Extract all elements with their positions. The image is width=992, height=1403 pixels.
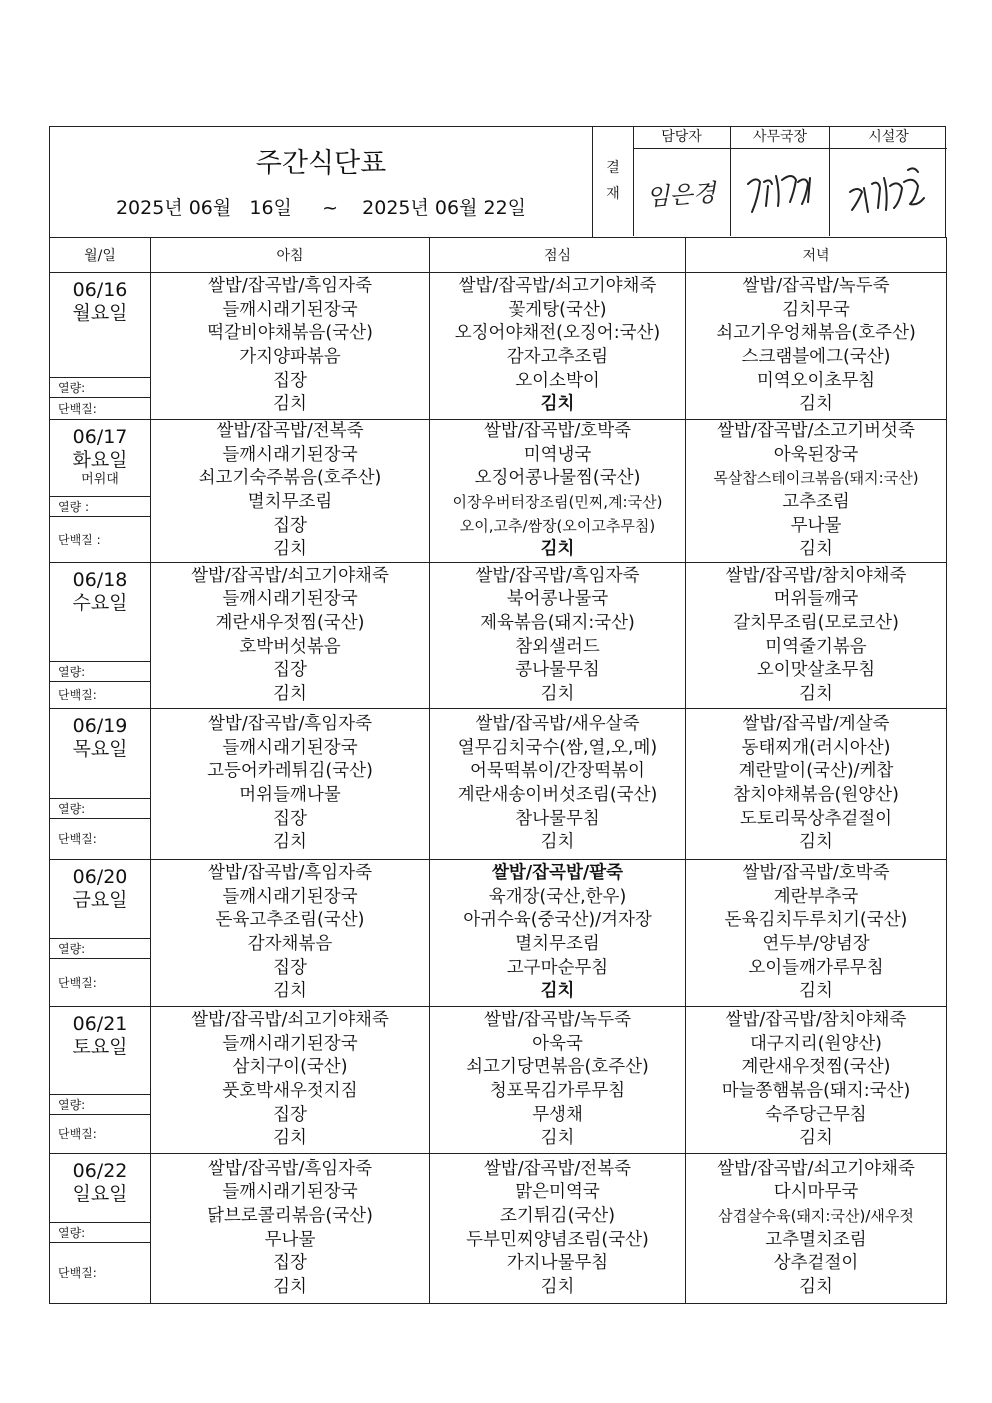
protein-label: 단백질: [50,958,150,1007]
day-cell [50,420,151,563]
calories-label: 열량 : [50,496,150,517]
menu-item: 도토리묵상추겉절이 [739,808,893,829]
menu-item: 쌀밥/잡곡밥/참치야채죽 [725,1010,907,1031]
day-date: 06/18 [72,569,128,591]
calories-label: 열량: [50,1222,150,1243]
menu-item: 육개장(국산,한우) [488,886,627,907]
menu-item: 머위들깨나물 [239,785,341,805]
menu-item: 쌀밥/잡곡밥/참치야채죽 [725,565,907,586]
menu-item: 오이들깨가루무침 [748,957,884,978]
menu-item: 김치 [540,539,575,560]
menu-item: 김치무국 [782,299,850,320]
menu-item: 고등어카레튀김(국산) [207,761,373,782]
menu-item: 들깨시래기된장국 [222,737,358,758]
menu-item: 쌀밥/잡곡밥/쇠고기야채죽 [717,1158,915,1179]
menu-item: 꽃게탕(국산) [508,299,607,320]
day-note: 머위대 [81,472,119,487]
meal-cell-breakfast [151,563,430,709]
menu-item: 계란부추국 [773,886,859,907]
menu-item: 쌀밥/잡곡밥/게살죽 [742,714,890,735]
protein-label: 단백질: [50,1242,150,1304]
meal-cell-lunch [430,709,686,860]
menu-item: 계란새우젓찜(국산) [215,612,365,633]
approver-director [731,126,830,236]
menu-item: 오이,고추/쌈장(오이고추무침) [459,516,656,535]
table-row [50,1007,947,1154]
meal-cell-breakfast [151,860,430,1007]
weekly-menu-table [49,237,947,1304]
menu-item: 맑은미역국 [515,1182,600,1203]
menu-item: 집장 [273,957,307,978]
day-of-week: 화요일 [72,449,128,471]
day-cell-inner [50,1154,150,1303]
menu-item: 쌀밥/잡곡밥/쇠고기야채죽 [191,1010,389,1031]
menu-item: 김치 [273,394,307,415]
menu-item: 김치 [799,539,833,560]
approval-label-char: 결 [606,160,620,176]
meal-cell-lunch [430,420,686,563]
day-cell-inner [50,563,150,708]
day-date: 06/19 [72,715,128,737]
menu-item: 들깨시래기된장국 [222,1033,358,1054]
menu-item: 쌀밥/잡곡밥/흑임자죽 [208,863,372,884]
meal-cell-dinner [686,860,947,1007]
menu-item: 집장 [273,808,307,829]
day-cell [50,709,151,860]
menu-item: 오징어콩나물찜(국산) [474,468,641,489]
protein-label: 단백질: [50,397,150,420]
handwritten-signature-icon [642,167,722,217]
protein-label: 단백질: [50,1114,150,1154]
menu-item: 무나물 [790,515,842,536]
menu-item: 쌀밥/잡곡밥/팥죽 [491,863,624,884]
menu-item: 집장 [273,515,307,536]
menu-item: 쌀밥/잡곡밥/흑임자죽 [475,565,640,586]
menu-item: 콩나물무침 [515,660,600,681]
protein-label: 단백질: [50,681,150,709]
day-of-week: 수요일 [72,592,128,614]
menu-item: 감자고추조림 [506,347,609,367]
table-row [50,273,947,420]
menu-item: 목살찹스테이크볶음(돼지:국산) [713,469,919,488]
document-header [49,126,946,237]
menu-item: 숙주당근무침 [765,1104,867,1125]
menu-item: 쌀밥/잡곡밥/전복죽 [216,421,364,442]
approver-staff [633,126,731,236]
menu-item: 상추겉절이 [773,1253,859,1274]
meal-cell-dinner [686,1154,947,1304]
menu-item: 집장 [273,370,307,391]
day-of-week: 금요일 [72,889,128,911]
menu-item: 들깨시래기된장국 [222,444,358,465]
menu-item: 고추멸치조림 [765,1229,867,1250]
table-row [50,860,947,1007]
day-date: 06/16 [72,279,128,301]
column-header-breakfast: 아침 [151,238,430,273]
menu-document [49,126,946,1304]
menu-item: 김치 [799,394,833,415]
menu-item: 들깨시래기된장국 [222,589,358,610]
menu-item: 미역오이초무침 [756,370,876,391]
date-range: 2025년 06월 16일 ~ 2025년 06월 22일 [115,197,527,219]
menu-item: 김치 [540,1128,575,1149]
day-cell-inner [50,709,150,859]
approver-role: 사무국장 [731,126,829,149]
menu-item: 연두부/양념장 [762,934,870,954]
menu-item: 쌀밥/잡곡밥/흑임자죽 [208,276,372,297]
menu-item: 김치 [273,981,307,1002]
day-of-week: 목요일 [72,738,128,760]
column-header-dinner: 저녁 [686,238,947,273]
meal-cell-breakfast [151,1007,430,1154]
day-of-week: 일요일 [72,1183,128,1205]
day-of-week: 토요일 [72,1036,128,1058]
menu-item: 조기튀김(국산) [499,1205,616,1226]
menu-item: 쌀밥/잡곡밥/호박죽 [483,421,632,442]
menu-item: 김치 [799,683,833,704]
meal-cell-breakfast [151,709,430,860]
menu-item: 삼겹살수육(돼지:국산)/새우젓 [718,1206,914,1225]
day-cell-inner [50,273,150,419]
menu-item: 계란말이(국산)/케찹 [738,761,894,782]
menu-item: 이장우버터장조림(민찌,계:국산) [452,493,663,511]
handwritten-signature-icon [844,162,934,222]
menu-item: 김치 [540,683,575,704]
day-cell [50,563,151,709]
menu-item: 멸치무조림 [247,492,333,512]
menu-item: 동태찌개(러시아산) [741,737,891,758]
calories-label: 열량: [50,798,150,819]
menu-item: 집장 [273,660,307,681]
menu-item: 김치 [273,539,307,560]
menu-item: 들깨시래기된장국 [222,1182,358,1203]
menu-item: 미역줄기볶음 [765,636,867,657]
menu-item: 삼치구이(국산) [232,1057,348,1078]
menu-item: 쇠고기당면볶음(호주산) [466,1057,649,1078]
menu-item: 김치 [540,394,575,415]
meal-cell-dinner [686,420,947,563]
protein-label: 단백질 : [50,516,150,563]
signature-director [731,149,829,235]
day-date: 06/20 [72,866,128,888]
menu-item: 떡갈비야채볶음(국산) [207,323,373,344]
menu-item: 대구지리(원양산) [750,1033,882,1054]
protein-label: 단백질: [50,818,150,860]
page-title: 주간식단표 [255,148,387,179]
menu-item: 들깨시래기된장국 [222,886,358,907]
day-date: 06/17 [72,426,128,448]
day-cell-inner [50,1007,150,1153]
menu-item: 닭브로콜리볶음(국산) [207,1205,373,1226]
menu-item: 오이소박이 [515,370,600,391]
menu-item: 계란새우젓찜(국산) [741,1057,891,1078]
menu-item: 가지나물무침 [506,1253,609,1274]
menu-item: 쌀밥/잡곡밥/녹두죽 [742,276,890,297]
menu-item: 북어콩나물국 [506,589,609,610]
menu-item: 오이맛살초무침 [756,660,876,681]
menu-item: 김치 [540,832,575,853]
approval-label-char: 재 [606,186,620,202]
menu-item: 청포묵김가루무침 [489,1081,626,1101]
meal-cell-dinner [686,273,947,420]
calories-label: 열량: [50,938,150,959]
menu-item: 고구마순무침 [506,957,609,978]
menu-item: 집장 [273,1253,307,1274]
menu-item: 돈육고추조림(국산) [215,910,365,931]
approver-head [830,126,947,236]
meal-cell-lunch [430,1007,686,1154]
meal-cell-lunch [430,273,686,420]
menu-item: 김치 [799,981,833,1002]
menu-item: 스크램블에그(국산) [741,347,891,367]
calories-label: 열량: [50,377,150,398]
day-of-week: 월요일 [72,302,128,324]
menu-item: 마늘쫑햄볶음(돼지:국산) [721,1081,911,1101]
menu-item: 다시마무국 [773,1182,859,1203]
day-cell-inner [50,860,150,1006]
menu-item: 미역냉국 [523,444,592,465]
menu-item: 김치 [799,1128,833,1149]
menu-item: 감자채볶음 [247,934,333,954]
day-cell [50,860,151,1007]
menu-item: 김치 [273,683,307,704]
table-row [50,709,947,860]
day-date: 06/21 [72,1013,128,1035]
menu-item: 쌀밥/잡곡밥/흑임자죽 [208,714,372,735]
menu-item: 쌀밥/잡곡밥/쇠고기야채죽 [191,565,389,586]
table-row [50,563,947,709]
menu-item: 가지양파볶음 [239,347,341,367]
svg-text:임은경: 임은경 [644,178,717,212]
signature-head [830,149,947,235]
menu-item: 제육볶음(돼지:국산) [480,612,635,633]
menu-item: 김치 [540,981,575,1002]
menu-item: 쌀밥/잡곡밥/호박죽 [742,863,890,884]
menu-item: 갈치무조림(모로코산) [733,612,899,633]
menu-item: 무나물 [264,1229,316,1250]
day-date: 06/22 [72,1160,128,1182]
menu-item: 김치 [273,832,307,853]
meal-cell-lunch [430,860,686,1007]
day-cell [50,1154,151,1304]
approval-box [592,126,947,237]
menu-item: 쌀밥/잡곡밥/소고기버섯죽 [717,421,915,442]
approval-label [593,126,634,236]
menu-item: 집장 [273,1104,307,1125]
menu-item: 쇠고기숙주볶음(호주산) [198,468,382,489]
menu-item: 참치야채볶음(원양산) [733,785,899,805]
menu-item: 김치 [273,1128,307,1149]
menu-item: 참나물무침 [515,808,600,829]
menu-item: 쌀밥/잡곡밥/흑임자죽 [208,1158,372,1179]
meal-cell-breakfast [151,273,430,420]
menu-item: 머위들깨국 [773,589,859,610]
menu-item: 김치 [799,1276,833,1297]
meal-cell-lunch [430,563,686,709]
menu-item: 아욱된장국 [773,444,859,465]
menu-item: 어묵떡볶이/간장떡볶이 [470,761,645,782]
menu-item: 호박버섯볶음 [239,636,341,657]
meal-cell-dinner [686,563,947,709]
menu-item: 돈육김치두루치기(국산) [724,910,908,931]
menu-item: 고추조림 [782,492,850,512]
menu-item: 김치 [799,832,833,853]
menu-item: 열무김치국수(쌈,열,오,메) [457,737,658,758]
menu-item: 두부민찌양념조림(국산) [466,1229,649,1250]
day-cell [50,273,151,420]
menu-item: 풋호박새우젓지짐 [222,1081,358,1101]
table-row [50,420,947,563]
column-header-lunch: 점심 [430,238,686,273]
menu-item: 참외샐러드 [515,636,600,657]
approver-role: 시설장 [830,126,947,149]
day-cell [50,1007,151,1154]
menu-item: 무생채 [532,1104,583,1125]
meal-cell-breakfast [151,1154,430,1304]
table-row [50,1154,947,1304]
menu-item: 멸치무조림 [515,934,600,954]
meal-cell-lunch [430,1154,686,1304]
column-header-date: 월/일 [50,238,151,273]
menu-item: 아귀수육(중국산)/겨자장 [463,910,652,931]
day-cell-inner [50,420,150,562]
menu-item: 쌀밥/잡곡밥/새우살죽 [475,714,640,735]
table-header-row [50,238,947,273]
meal-cell-breakfast [151,420,430,563]
menu-item: 쌀밥/잡곡밥/쇠고기야채죽 [458,276,657,297]
menu-item: 쇠고기우엉채볶음(호주산) [716,323,916,344]
calories-label: 열량: [50,661,150,682]
menu-item: 아욱국 [532,1033,583,1054]
calories-label: 열량: [50,1094,150,1115]
handwritten-signature-icon [740,162,820,222]
menu-item: 쌀밥/잡곡밥/녹두죽 [483,1010,632,1031]
menu-item: 오징어야채전(오징어:국산) [454,323,661,344]
meal-cell-dinner [686,709,947,860]
menu-item: 김치 [273,1276,307,1297]
menu-item: 들깨시래기된장국 [222,299,358,320]
meal-cell-dinner [686,1007,947,1154]
approver-role: 담당자 [633,126,730,149]
signature-staff [633,149,730,235]
menu-item: 쌀밥/잡곡밥/전복죽 [483,1158,632,1179]
menu-item: 김치 [540,1276,575,1297]
menu-item: 계란새송이버섯조림(국산) [457,785,658,805]
